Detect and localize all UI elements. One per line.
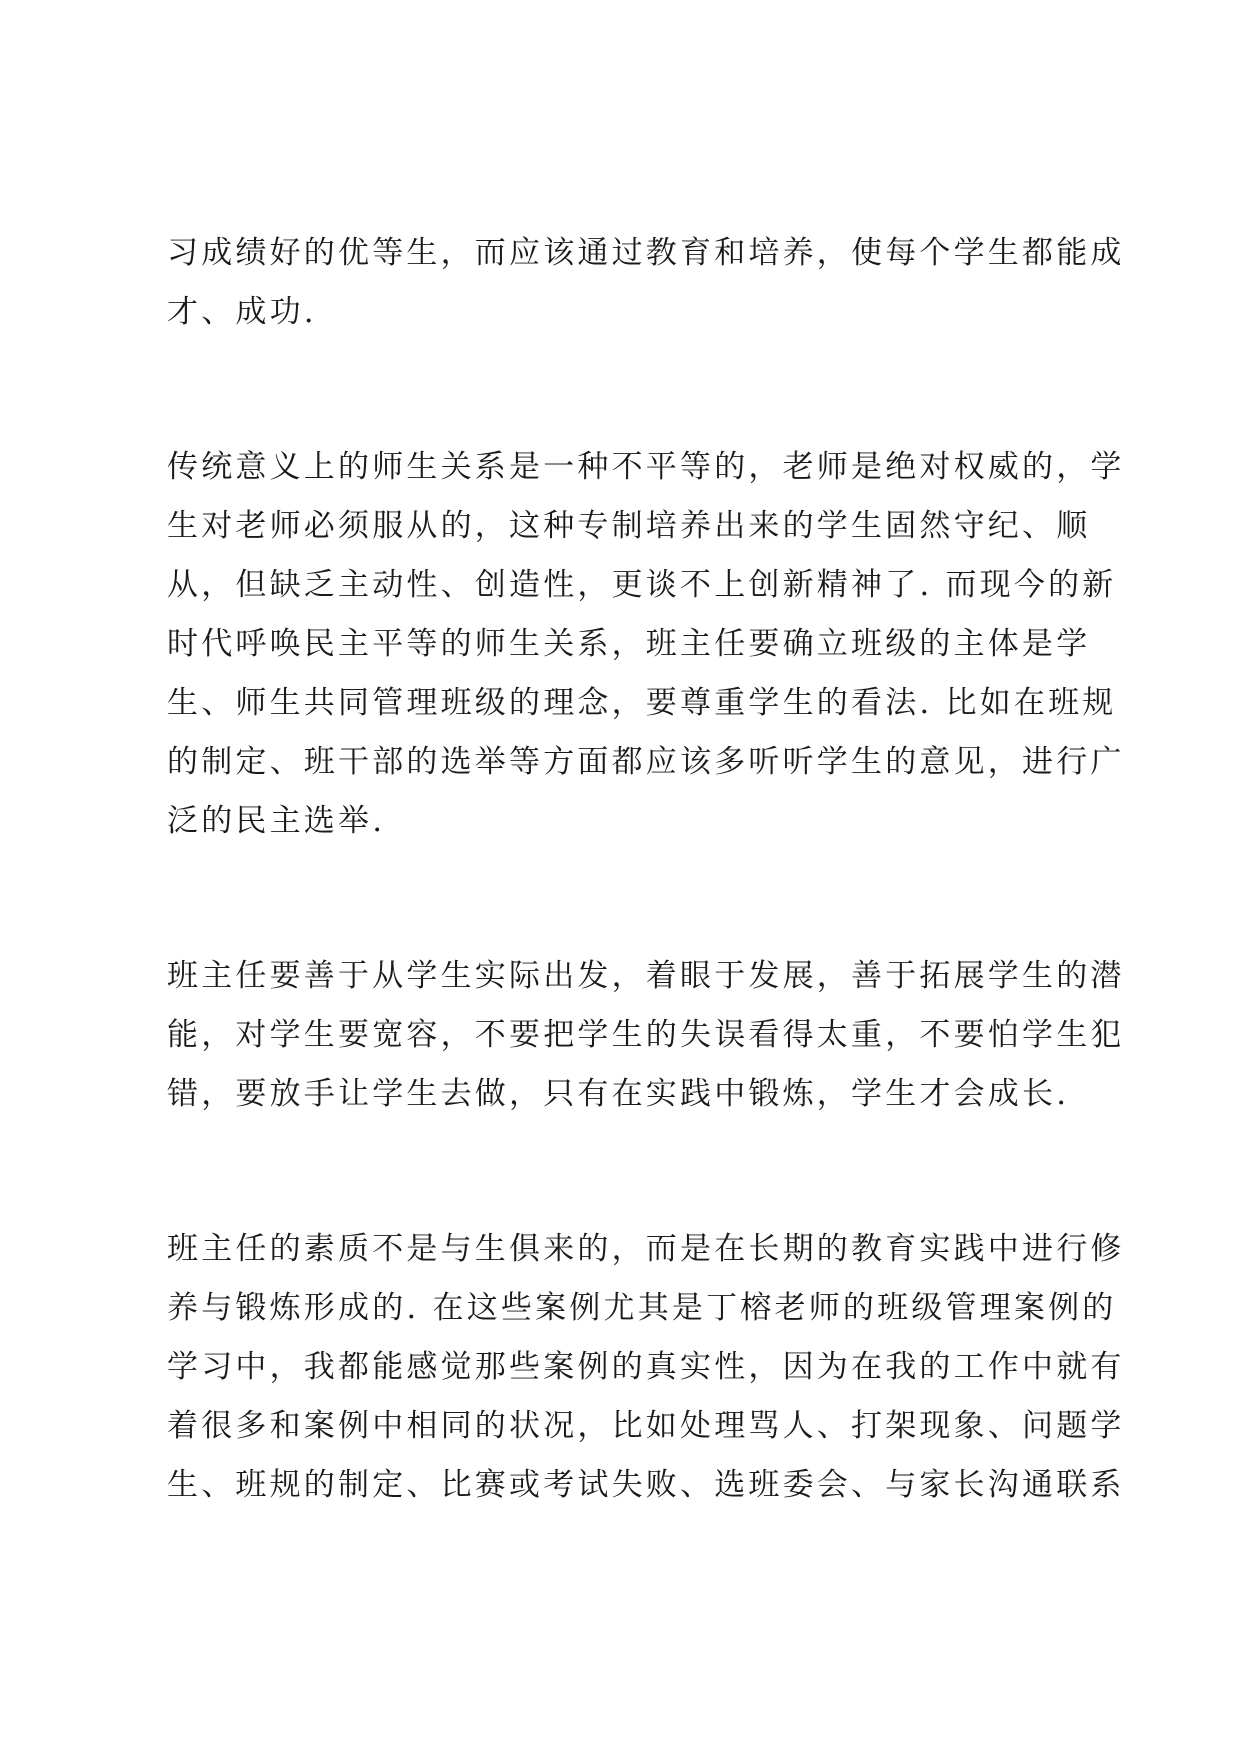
text-line: 时代呼唤民主平等的师生关系，班主任要确立班级的主体是学	[167, 626, 1091, 662]
paragraph-2	[167, 438, 1125, 851]
text-line: 养与锻炼形成的. 在这些案例尤其是丁榕老师的班级管理案例的	[167, 1290, 1117, 1326]
text-line: 从，但缺乏主动性、创造性，更谈不上创新精神了. 而现今的新	[167, 567, 1117, 603]
text-line: 泛的民主选举.	[167, 803, 386, 839]
text-line: 生、师生共同管理班级的理念，要尊重学生的看法. 比如在班规	[167, 685, 1117, 721]
text-line: 的制定、班干部的选举等方面都应该多听听学生的意见，进行广	[167, 744, 1125, 780]
paragraph-3	[167, 947, 1125, 1124]
text-line: 生、班规的制定、比赛或考试失败、选班委会、与家长沟通联系	[167, 1467, 1125, 1503]
text-line: 习成绩好的优等生，而应该通过教育和培养，使每个学生都能成	[167, 235, 1125, 271]
text-line: 传统意义上的师生关系是一种不平等的，老师是绝对权威的，学	[167, 449, 1125, 485]
text-line: 班主任的素质不是与生俱来的，而是在长期的教育实践中进行修	[167, 1231, 1125, 1267]
paragraph-4	[167, 1220, 1125, 1515]
text-line: 才、成功.	[167, 294, 317, 330]
text-line: 能，对学生要宽容，不要把学生的失误看得太重，不要怕学生犯	[167, 1017, 1125, 1053]
text-line: 学习中，我都能感觉那些案例的真实性，因为在我的工作中就有	[167, 1349, 1125, 1385]
text-line: 生对老师必须服从的，这种专制培养出来的学生固然守纪、顺	[167, 508, 1091, 544]
paragraph-1	[167, 224, 1125, 342]
text-line: 班主任要善于从学生实际出发，着眼于发展，善于拓展学生的潜	[167, 958, 1125, 994]
text-line: 着很多和案例中相同的状况，比如处理骂人、打架现象、问题学	[167, 1408, 1125, 1444]
document-body	[167, 224, 1125, 1611]
text-line: 错，要放手让学生去做，只有在实践中锻炼，学生才会成长.	[167, 1076, 1070, 1112]
